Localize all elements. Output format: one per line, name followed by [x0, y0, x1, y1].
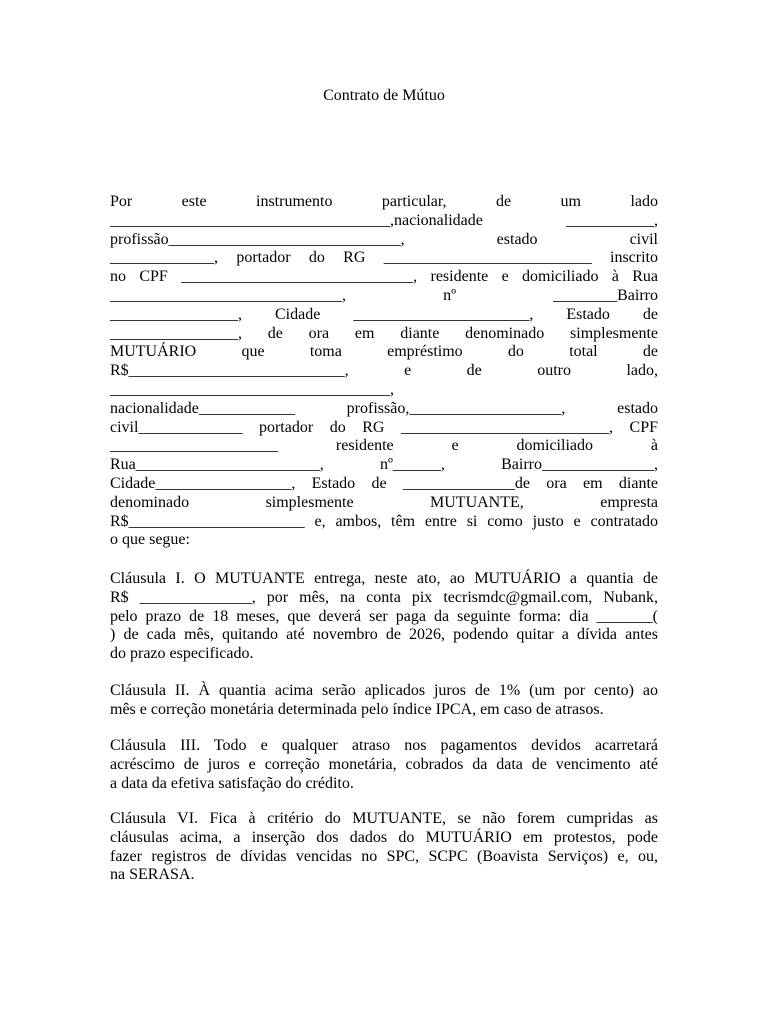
clause-line: acréscimo de juros e correção monetária, cobrados da data de vencimento até: [110, 755, 658, 773]
clause-line: fazer registros de dívidas vencidas no SPC, SCPC (Boavista Serviços) e, ou,: [110, 847, 658, 865]
clause-4: [110, 810, 658, 885]
preamble-line: _____________________________, nº ________Bairro: [110, 286, 658, 304]
preamble-line: MUTUÁRIO que toma empréstimo do total de: [110, 343, 658, 361]
clause-line: cláusulas acima, a inserção dos dados do MUTUÁRIO em protestos, pode: [110, 828, 658, 846]
preamble-line: ___________________________________,: [110, 380, 394, 398]
clause-1: [110, 570, 658, 664]
preamble-line: ________________, de ora em diante denominado simplesmente: [110, 324, 658, 342]
clause-line: do prazo especificado.: [110, 645, 254, 663]
preamble-line: no CPF _____________________________, residente e domiciliado à Rua: [110, 268, 658, 286]
preamble-line: _____________, portador do RG __________________________ inscrito: [110, 249, 658, 267]
preamble-line: R$___________________________, e de outro lado,: [110, 362, 658, 380]
preamble-line: Rua_______________________, nº______, Bairro______________,: [110, 456, 658, 474]
clause-line: a data da efetiva satisfação do crédito.: [110, 774, 354, 792]
preamble-line: Por este instrumento particular, de um lado: [110, 193, 658, 210]
preamble-line: Cidade_________________, Estado de ______________de ora em diante: [110, 474, 658, 492]
clause-line: Cláusula VI. Fica à critério do MUTUANTE, se não forem cumpridas as: [110, 810, 658, 827]
clause-line: ) de cada mês, quitando até novembro de 2026, podendo quitar a dívida antes: [110, 626, 658, 644]
clause-line: mês e correção monetária determinada pelo índice IPCA, em caso de atrasos.: [110, 700, 604, 718]
clause-line: na SERASA.: [110, 866, 195, 884]
clause-line: Cláusula III. Todo e qualquer atraso nos pagamentos devidos acarretará: [110, 737, 658, 754]
preamble-paragraph: [110, 193, 658, 550]
preamble-line: ________________, Cidade ______________________, Estado de: [110, 305, 658, 323]
preamble-line: _____________________ residente e domiciliado à: [110, 437, 658, 455]
clause-line: Cláusula II. À quantia acima serão aplicados juros de 1% (um por cento) ao: [110, 682, 658, 699]
clause-line: R$ ______________, por mês, na conta pix tecrismdc@gmail.com, Nubank,: [110, 588, 658, 606]
preamble-line: profissão_____________________________, estado civil: [110, 230, 658, 248]
preamble-line: nacionalidade____________ profissão,___________________, estado: [110, 399, 658, 417]
preamble-line: civil_____________ portador do RG __________________________, CPF: [110, 418, 658, 436]
preamble-line: ___________________________________,nacionalidade ___________,: [110, 211, 658, 229]
preamble-line: R$______________________ e, ambos, têm entre si como justo e contratado: [110, 512, 658, 530]
document-title: Contrato de Mútuo: [323, 87, 445, 104]
clause-3: [110, 737, 658, 793]
clause-line: pelo prazo de 18 meses, que deverá ser paga da seguinte forma: dia _______(: [110, 607, 658, 625]
preamble-line: o que segue:: [110, 531, 190, 549]
clause-2: [110, 682, 658, 720]
clause-line: Cláusula I. O MUTUANTE entrega, neste ato, ao MUTUÁRIO a quantia de: [110, 570, 658, 587]
preamble-line: denominado simplesmente MUTUANTE, empresta: [110, 493, 658, 511]
